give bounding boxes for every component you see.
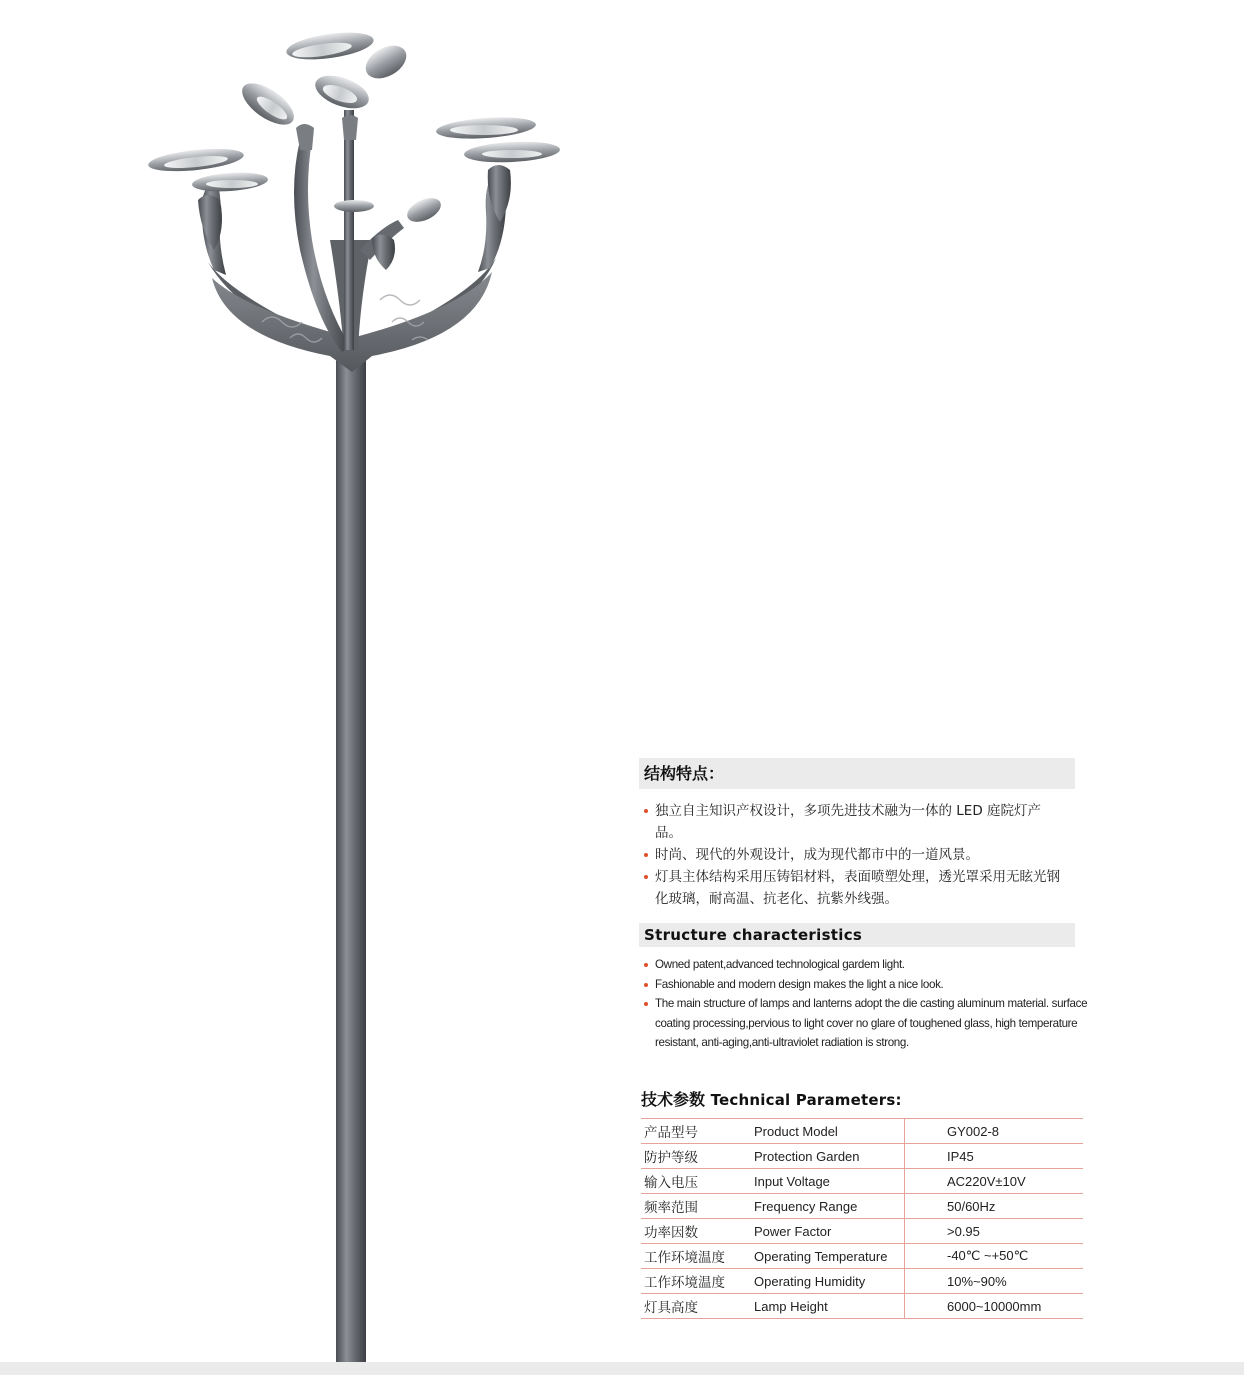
param-name-en: Power Factor (752, 1219, 905, 1244)
param-name-en: Operating Humidity (752, 1269, 905, 1294)
table-row (641, 1294, 1083, 1319)
table-row (641, 1244, 1083, 1269)
param-value: GY002-8 (905, 1119, 1084, 1144)
list-item: The main structure of lamps and lanterns adopt the die casting aluminum material. surface coating processing,pervious to light cover no glare of toughened glass, high temperature resistant, anti-aging,anti-ultraviolet radiation is strong. (641, 994, 1101, 1053)
param-value: AC220V±10V (905, 1169, 1084, 1194)
param-name-en: Protection Garden (752, 1144, 905, 1169)
structure-cn-list (641, 800, 1061, 910)
param-name-cn: 工作环境温度 (641, 1269, 752, 1294)
param-name-en: Input Voltage (752, 1169, 905, 1194)
list-item: Fashionable and modern design makes the light a nice look. (641, 975, 1101, 995)
param-name-cn: 防护等级 (641, 1144, 752, 1169)
param-value: -40℃ ~+50℃ (905, 1244, 1084, 1269)
structure-cn-heading: 结构特点： (639, 758, 1075, 789)
list-item: Owned patent,advanced technological gardem light. (641, 955, 1101, 975)
param-name-cn: 输入电压 (641, 1169, 752, 1194)
table-row (641, 1219, 1083, 1244)
param-name-en: Frequency Range (752, 1194, 905, 1219)
parameters-title (641, 1087, 902, 1110)
list-item: 独立自主知识产权设计，多项先进技术融为一体的 LED 庭院灯产品。 (641, 800, 1061, 844)
param-value: >0.95 (905, 1219, 1084, 1244)
parameters-title-en: Technical Parameters: (710, 1091, 902, 1109)
param-value: 50/60Hz (905, 1194, 1084, 1219)
param-name-cn: 灯具高度 (641, 1294, 752, 1319)
param-name-en: Product Model (752, 1119, 905, 1144)
param-value: IP45 (905, 1144, 1084, 1169)
bottom-strip (0, 1362, 1244, 1375)
structure-en-heading: Structure characteristics (639, 923, 1075, 947)
list-item: 灯具主体结构采用压铸铝材料，表面喷塑处理，透光罩采用无眩光钢化玻璃，耐高温、抗老化、抗紫外线强。 (641, 866, 1061, 910)
param-name-cn: 工作环境温度 (641, 1244, 752, 1269)
table-row (641, 1144, 1083, 1169)
param-value: 10%~90% (905, 1269, 1084, 1294)
param-name-en: Operating Temperature (752, 1244, 905, 1269)
param-value: 6000~10000mm (905, 1294, 1084, 1319)
parameters-title-cn: 技术参数 (641, 1090, 706, 1109)
param-name-en: Lamp Height (752, 1294, 905, 1319)
table-row (641, 1269, 1083, 1294)
table-row (641, 1119, 1083, 1144)
param-name-cn: 频率范围 (641, 1194, 752, 1219)
parameters-table (641, 1118, 1083, 1319)
param-name-cn: 产品型号 (641, 1119, 752, 1144)
list-item: 时尚、现代的外观设计，成为现代都市中的一道风景。 (641, 844, 1061, 866)
structure-en-list (641, 955, 1101, 1053)
table-row (641, 1169, 1083, 1194)
param-name-cn: 功率因数 (641, 1219, 752, 1244)
table-row (641, 1194, 1083, 1219)
